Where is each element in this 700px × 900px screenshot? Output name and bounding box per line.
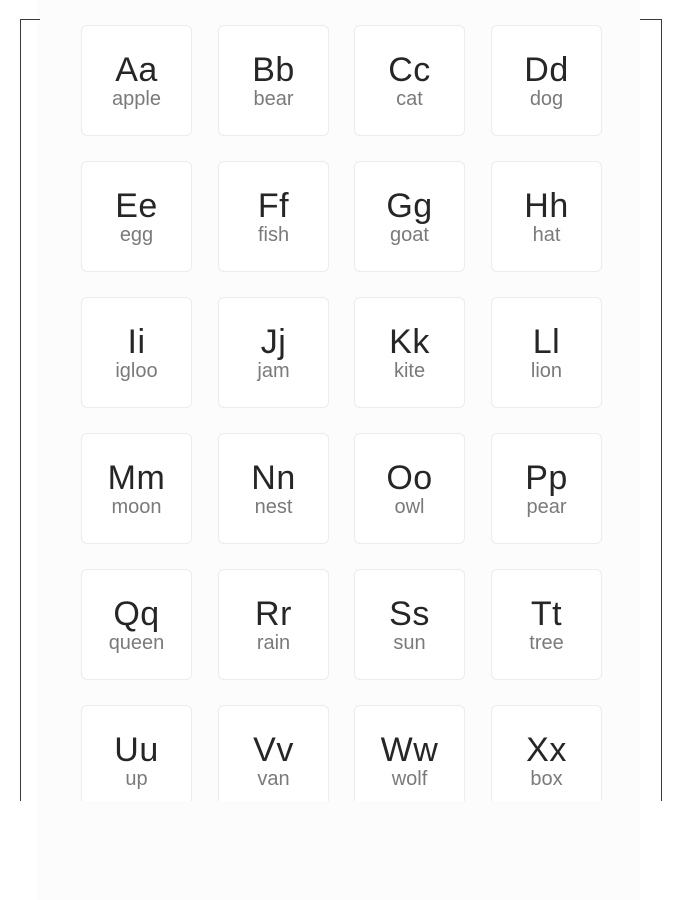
card-letters: Ii xyxy=(127,323,146,361)
card-letters: Dd xyxy=(524,51,569,89)
card-letters: Ff xyxy=(257,187,290,225)
card-word: pear xyxy=(526,496,567,518)
alphabet-card xyxy=(491,433,602,544)
alphabet-card xyxy=(81,25,192,136)
card-word: sun xyxy=(393,632,426,654)
card-word: goat xyxy=(390,224,429,246)
alphabet-card xyxy=(491,705,602,801)
alphabet-card xyxy=(491,161,602,272)
card-word: kite xyxy=(393,360,426,382)
card-letters: Nn xyxy=(251,459,296,497)
page-frame-right xyxy=(640,19,662,801)
card-word: up xyxy=(125,768,148,790)
card-letters: Ee xyxy=(115,187,158,225)
card-word: box xyxy=(530,768,563,790)
card-letters: Mm xyxy=(107,459,166,497)
alphabet-card xyxy=(218,433,329,544)
alphabet-card xyxy=(218,705,329,801)
card-word: cat xyxy=(396,88,423,110)
alphabet-card xyxy=(491,569,602,680)
card-word: igloo xyxy=(115,360,158,382)
alphabet-card xyxy=(354,161,465,272)
card-letters: Tt xyxy=(530,595,563,633)
alphabet-card xyxy=(354,569,465,680)
card-word: lion xyxy=(530,360,563,382)
card-letters: Gg xyxy=(386,187,433,225)
card-word: rain xyxy=(256,632,291,654)
alphabet-card xyxy=(218,161,329,272)
card-word: tree xyxy=(529,632,564,654)
card-letters: Rr xyxy=(255,595,292,633)
alphabet-card xyxy=(81,705,192,801)
card-word: owl xyxy=(394,496,425,518)
card-letters: Pp xyxy=(525,459,568,497)
card-letters: Vv xyxy=(253,731,294,769)
card-letters: Aa xyxy=(115,51,158,89)
alphabet-card xyxy=(354,297,465,408)
alphabet-card xyxy=(81,297,192,408)
page-frame-left xyxy=(20,19,40,801)
card-letters: Ll xyxy=(532,323,561,361)
card-word: jam xyxy=(257,360,290,382)
card-letters: Qq xyxy=(113,595,160,633)
card-letters: Oo xyxy=(386,459,433,497)
card-word: van xyxy=(257,768,290,790)
alphabet-card xyxy=(491,297,602,408)
card-word: wolf xyxy=(391,768,428,790)
card-letters: Bb xyxy=(252,51,295,89)
card-word: nest xyxy=(254,496,293,518)
card-word: moon xyxy=(111,496,162,518)
alphabet-card xyxy=(218,25,329,136)
card-letters: Ww xyxy=(380,731,439,769)
card-letters: Kk xyxy=(389,323,430,361)
card-letters: Cc xyxy=(388,51,431,89)
card-word: fish xyxy=(257,224,290,246)
card-letters: Ss xyxy=(389,595,430,633)
card-word: dog xyxy=(529,88,564,110)
alphabet-card xyxy=(491,25,602,136)
card-letters: Jj xyxy=(260,323,287,361)
alphabet-card xyxy=(218,297,329,408)
alphabet-card xyxy=(354,25,465,136)
card-word: egg xyxy=(119,224,154,246)
alphabet-card-grid xyxy=(81,25,602,801)
card-word: apple xyxy=(112,88,161,110)
alphabet-card xyxy=(81,161,192,272)
card-word: bear xyxy=(253,88,294,110)
alphabet-card xyxy=(81,433,192,544)
card-letters: Hh xyxy=(524,187,569,225)
alphabet-card xyxy=(81,569,192,680)
card-word: queen xyxy=(108,632,165,654)
alphabet-card xyxy=(218,569,329,680)
card-word: hat xyxy=(532,224,561,246)
card-letters: Uu xyxy=(114,731,159,769)
card-letters: Xx xyxy=(526,731,567,769)
alphabet-card xyxy=(354,705,465,801)
alphabet-card xyxy=(354,433,465,544)
